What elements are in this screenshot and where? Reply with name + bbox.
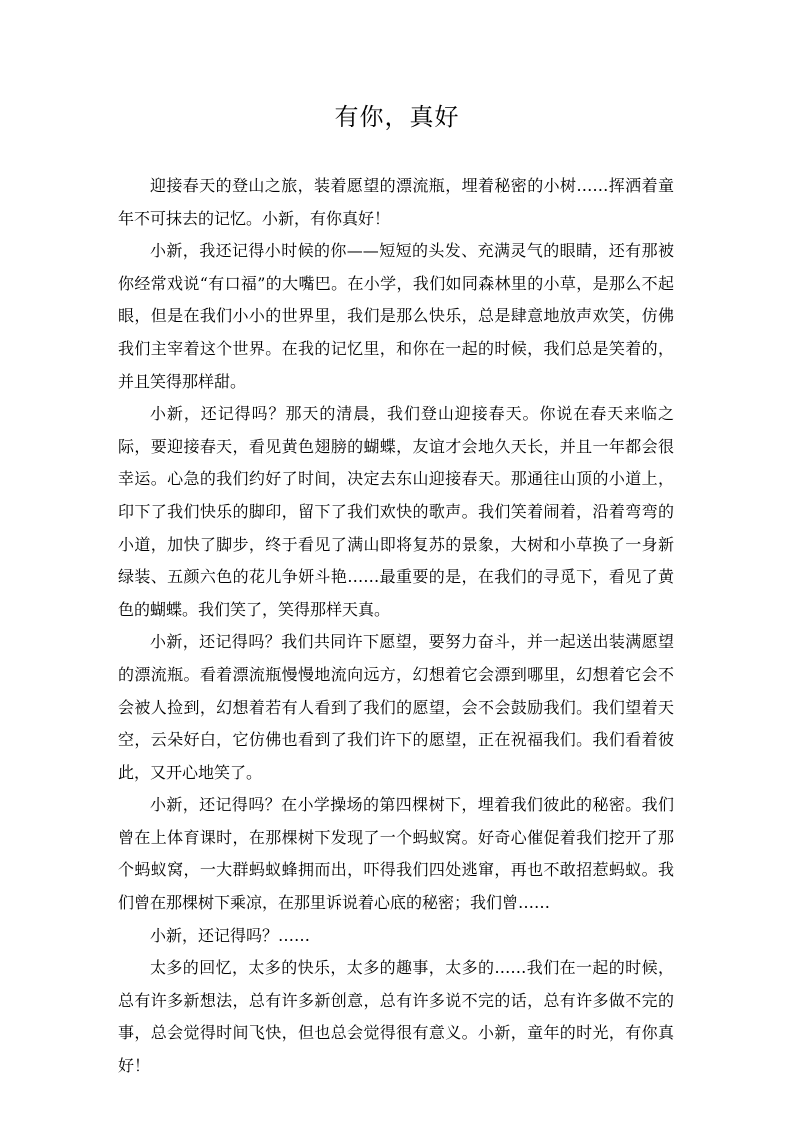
paragraph: 太多的回忆，太多的快乐，太多的趣事，太多的……我们在一起的时候，总有许多新想法，总有许多新创意，总有许多说不完的话，总有许多做不完的事，总会觉得时间飞快，但也总会觉得很有意义。小新，童年的时光，有你真好！ xyxy=(118,958,674,1076)
document-title: 有你，真好 xyxy=(334,103,460,131)
document-body xyxy=(118,170,674,1083)
paragraph: 小新，还记得吗？那天的清晨，我们登山迎接春天。你说在春天来临之际，要迎接春天，看见黄色翅膀的蝴蝶，友谊才会地久天长，并且一年都会很幸运。心急的我们约好了时间，决定去东山迎接春天。那通往山顶的小道上，印下了我们快乐的脚印，留下了我们欢快的歌声。我们笑着闹着，沿着弯弯的小道，加快了脚步，终于看见了满山即将复苏的景象，大树和小草换了一身新绿装、五颜六色的花儿争妍斗艳……最重要的是，在我们的寻觅下，看见了黄色的蝴蝶。我们笑了，笑得那样天真。 xyxy=(118,404,674,619)
paragraph: 小新，我还记得小时候的你——短短的头发、充满灵气的眼睛，还有那被你经常戏说“有口福”的大嘴巴。在小学，我们如同森林里的小草，是那么不起眼，但是在我们小小的世界里，我们是那么快乐，总是肆意地放声欢笑，仿佛我们主宰着这个世界。在我的记忆里，和你在一起的时候，我们总是笑着的，并且笑得那样甜。 xyxy=(118,241,674,391)
paragraph: 小新，还记得吗？…… xyxy=(150,925,311,945)
paragraph: 迎接春天的登山之旅，装着愿望的漂流瓶，埋着秘密的小树……挥洒着童年不可抹去的记忆。小新，有你真好！ xyxy=(118,176,674,228)
paragraph: 小新，还记得吗？我们共同许下愿望，要努力奋斗，并一起送出装满愿望的漂流瓶。看着漂流瓶慢慢地流向远方，幻想着它会漂到哪里，幻想着它会不会被人捡到，幻想着若有人看到了我们的愿望，会不会鼓励我们。我们望着天空，云朵好白，它仿佛也看到了我们许下的愿望，正在祝福我们。我们看着彼此，又开心地笑了。 xyxy=(118,632,674,782)
paragraph: 小新，还记得吗？在小学操场的第四棵树下，埋着我们彼此的秘密。我们曾在上体育课时，在那棵树下发现了一个蚂蚁窝。好奇心催促着我们挖开了那个蚂蚁窝，一大群蚂蚁蜂拥而出，吓得我们四处逃窜，再也不敢招惹蚂蚁。我们曾在那棵树下乘凉，在那里诉说着心底的秘密；我们曾…… xyxy=(118,795,674,913)
